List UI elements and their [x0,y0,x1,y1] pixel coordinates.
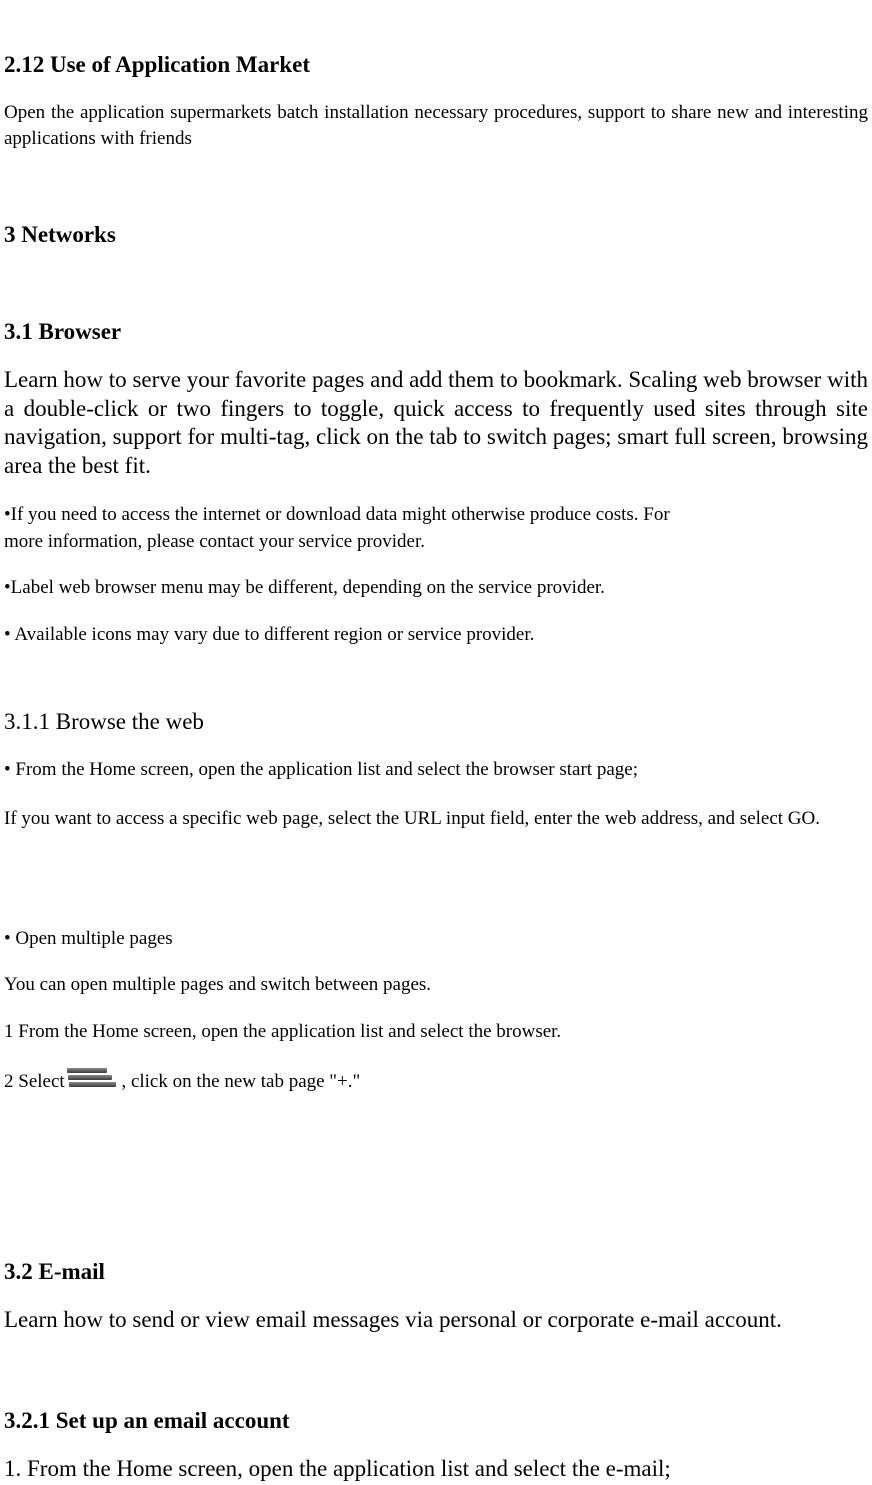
browse-step-open-browser: • From the Home screen, open the application list and select the browser start page; [4,759,638,780]
tabs-icon [65,1068,117,1090]
browse-url-instructions: If you want to access a specific web page, select the URL input field, enter the web address, and select GO. [4,808,820,829]
open-multiple-pages-heading: • Open multiple pages [4,928,173,949]
section-heading-3: 3 Networks [4,222,116,247]
browser-note-costs-line-2: more information, please contact your service provider. [4,531,426,552]
browser-note-icons: • Available icons may vary due to different region or service provider. [4,624,535,645]
section-heading-3-1-1: 3.1.1 Browse the web [4,709,204,734]
section-heading-2-12: 2.12 Use of Application Market [4,52,311,77]
section-heading-3-1: 3.1 Browser [4,319,122,344]
open-multiple-pages-intro: You can open multiple pages and switch between pages. [4,974,432,995]
email-intro-text: Learn how to send or view email messages via personal or corporate e-mail account. [4,1307,782,1332]
browser-note-costs-line-1: •If you need to access the internet or download data might otherwise produce costs. For [4,504,670,525]
section-heading-3-2-1: 3.2.1 Set up an email account [4,1408,290,1433]
section-heading-3-2: 3.2 E-mail [4,1259,105,1284]
open-multiple-pages-step-1: 1 From the Home screen, open the application list and select the browser. [4,1021,562,1042]
step-2-prefix: 2 Select [4,1071,65,1092]
browser-intro-text: Learn how to serve your favorite pages and add them to bookmark. Scaling web browser with a double-click or two fingers to toggle, quick access to frequently used sites through site navigation, support for multi-tag, click on the tab to switch pages; smart full screen, browsing area the best fit. [4,367,868,479]
open-multiple-pages-step-2 [4,1068,360,1093]
section-2-12-text: Open the application supermarkets batch installation necessary procedures, support to share new and interesting applications with friends [4,102,868,149]
step-2-suffix: , click on the new tab page "+." [116,1071,361,1092]
browser-note-menu: •Label web browser menu may be different, depending on the service provider. [4,577,605,598]
email-setup-step-1: 1. From the Home screen, open the application list and select the e-mail; [4,1456,671,1481]
